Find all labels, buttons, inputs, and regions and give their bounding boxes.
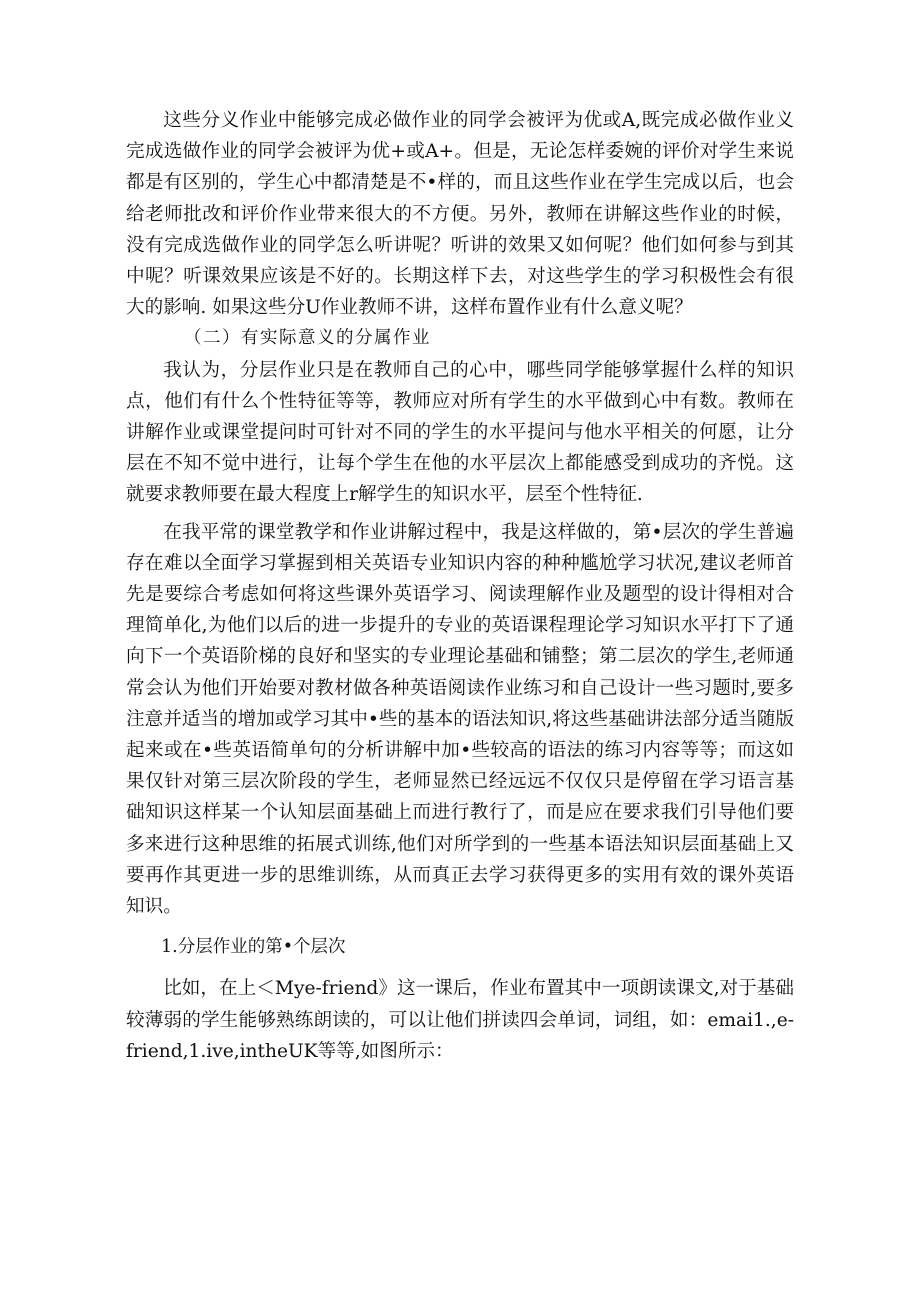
paragraph-layered-homework: 我认为，分层作业只是在教师自己的心中，哪些同学能够掌握什么样的知识点，他们有什么个性特征等等，教师应对所有学生的水平做到心中有数。教师在讲解作业或课堂提问时可针对不同的学生的水平提问与他水平相关的何愿，让分层在不知不觉中进行，让每个学生在他的水平层次上都能感受到成功的齐悦。这就要求教师要在最大程度上r解学生的知识水平，层至个性特征. [126, 359, 794, 506]
section-heading: （二）有实际意义的分属作业 [184, 328, 431, 349]
document-page [126, 105, 794, 1067]
paragraph-evaluation: 这些分义作业中能够完成必做作业的同学会被评为优或A,既完成必做作业义完成选做作业的同学会被评为优+或A+。但是，无论怎样委婉的评价对学生来说都是有区别的，学生心中都清楚是不•样的，而且这些作业在学生完成以后，也会给老师批改和评价作业带来很大的不方便。另外，教师在讲解这些作业的时候，没有完成选做作业的同学怎么听讲呢？听讲的效果又如何呢？他们如何参与到其中呢？听课效果应该是不好的。长期这样下去，对这些学生的学习积极性会有很大的影响. 如果这些分U作业教师不讲，这样布置作业有什么意义呢？ [126, 110, 794, 319]
subsection-heading: 1.分层作业的第•个层次 [161, 937, 346, 958]
paragraph-example: 比如，在上＜Mye-friend》这一课后，作业布置其中一项朗读课文,对于基础较薄弱的学生能够熟练朗读的，可以让他们拼读四会单词，词组，如：emai1.,e-friend,1.ive,intheUK等等,如图所示： [126, 978, 794, 1062]
paragraph-teaching-practice: 在我平常的课堂教学和作业讲解过程中，我是这样做的，第•层次的学生普遍存在难以全面学习掌握到相关英语专业知识内容的种种尴尬学习状况,建议老师首先是要综合考虑如何将这些课外英语学习、阅读理解作业及题型的设计得相对合理简单化,为他们以后的进一步提升的专业的英语课程理论学习知识水平打下了通向下一个英语阶梯的良好和坚实的专业理论基础和铺整；第二层次的学生,老师通常会认为他们开始要对教材做各种英语阅读作业练习和自己设计一些习题时,要多注意并适当的增加或学习其中•些的基本的语法知识,将这些基础讲法部分适当随版起来或在•些英语简单句的分析讲解中加•些较高的语法的练习内容等等；而这如果仅针对第三层次阶段的学生，老师显然已经远远不仅仅只是停留在学习语言基础知识这样某一个认知层面基础上而进行教行了，而是应在要求我们引导他们要多来进行这种思维的拓展式训练,他们对所学到的一些基本语法知识层面基础上又要再作其更进一步的思维训练，从而真正去学习获得更多的实用有效的课外英语知识。 [126, 521, 794, 918]
